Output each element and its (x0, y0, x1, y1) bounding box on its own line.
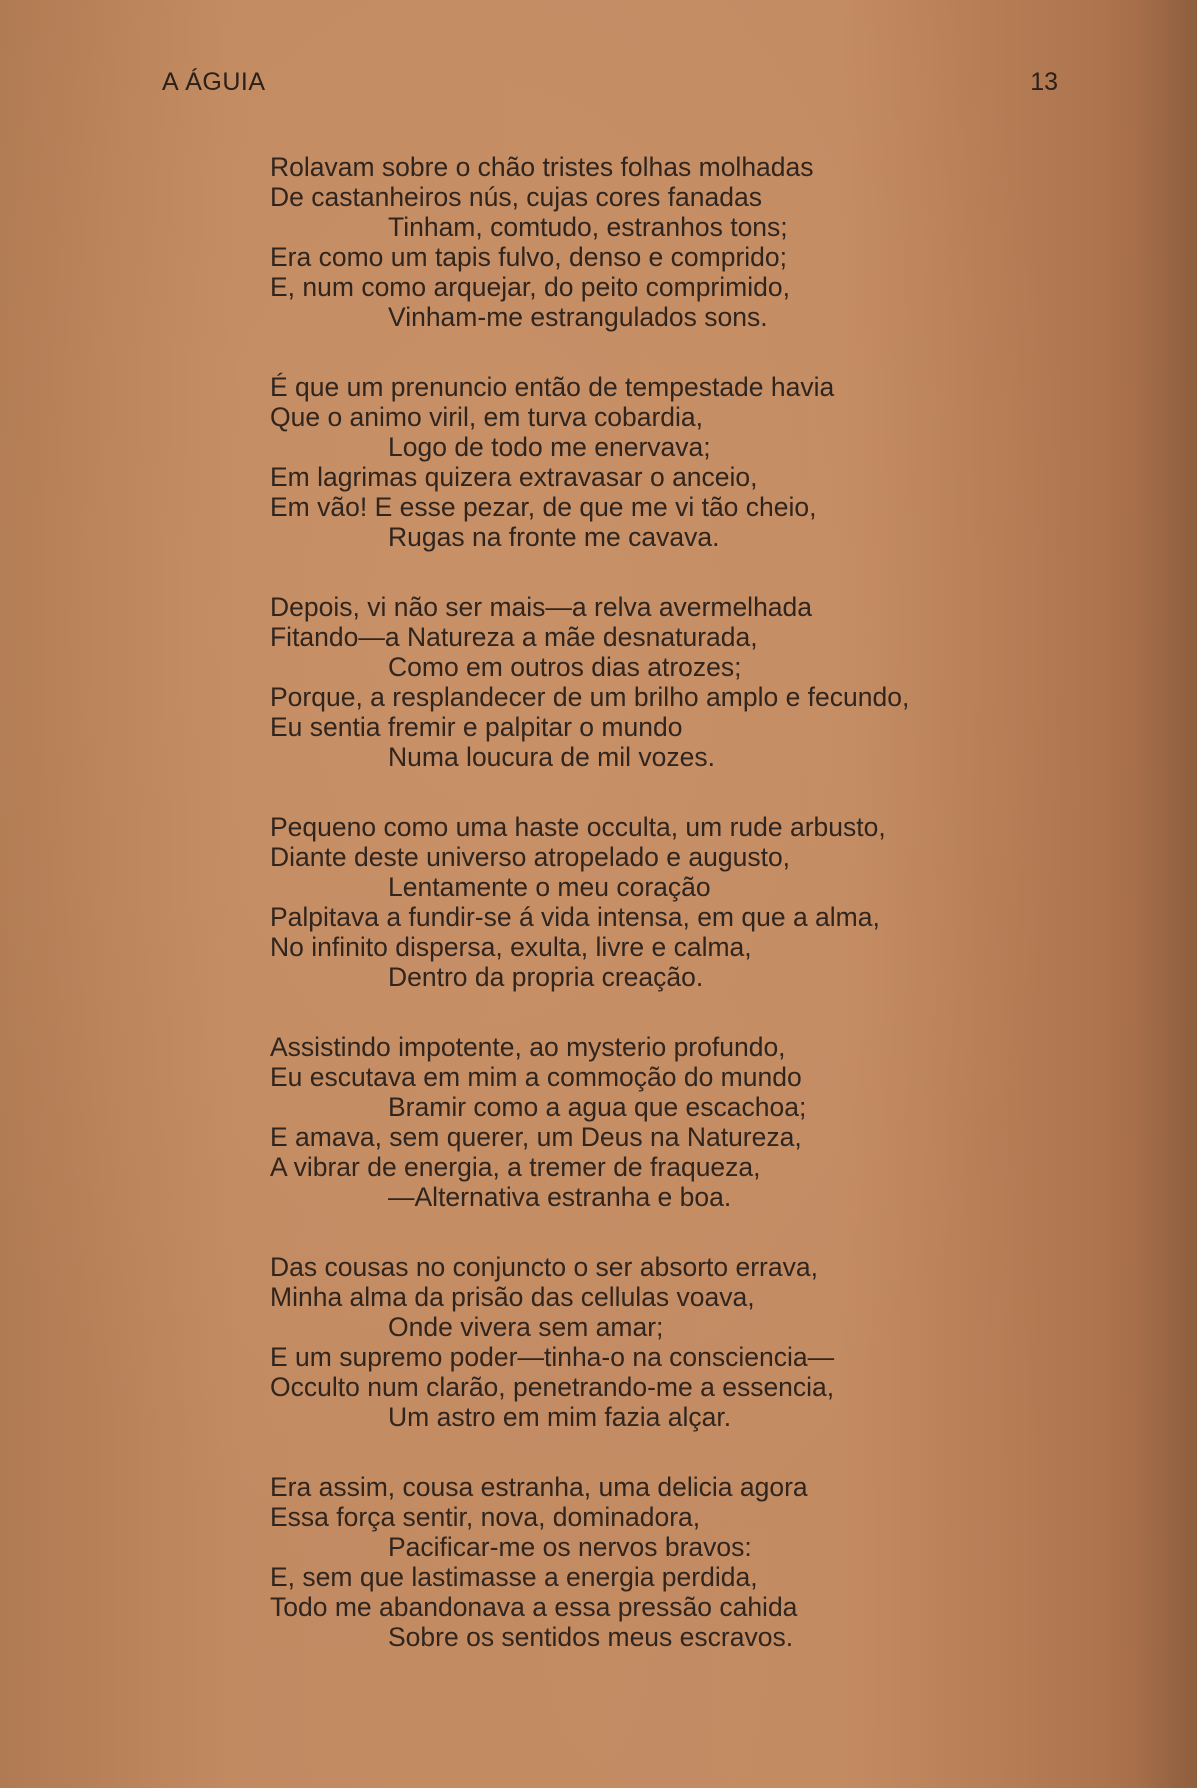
poem-body (270, 152, 1030, 1692)
stanza (270, 592, 1030, 772)
stanza (270, 372, 1030, 552)
poem-line: —Alternativa estranha e boa. (388, 1182, 732, 1212)
poem-line: Eu sentia fremir e palpitar o mundo (270, 712, 683, 742)
poem-line: Numa loucura de mil vozes. (388, 742, 715, 772)
stanza (270, 1472, 1030, 1652)
poem-line: Lentamente o meu coração (388, 872, 711, 902)
poem-line: Diante deste universo atropelado e augusto, (270, 842, 791, 872)
poem-line: E um supremo poder—tinha-o na consciencia— (270, 1342, 835, 1372)
poem-line: Todo me abandonava a essa pressão cahida (270, 1592, 798, 1622)
poem-line: Eu escutava em mim a commoção do mundo (270, 1062, 802, 1092)
poem-line: Essa força sentir, nova, dominadora, (270, 1502, 701, 1532)
poem-line: Occulto num clarão, penetrando-me a essencia, (270, 1372, 835, 1402)
poem-line: Em lagrimas quizera extravasar o anceio, (270, 462, 758, 492)
poem-line: Porque, a resplandecer de um brilho amplo e fecundo, (270, 682, 910, 712)
poem-line: Em vão! E esse pezar, de que me vi tão cheio, (270, 492, 817, 522)
poem-line: De castanheiros nús, cujas cores fanadas (270, 182, 762, 212)
poem-line: Tinham, comtudo, estranhos tons; (388, 212, 788, 242)
poem-line: Era como um tapis fulvo, denso e comprido; (270, 242, 787, 272)
poem-line: Como em outros dias atrozes; (388, 652, 742, 682)
running-title: A ÁGUIA (162, 68, 266, 96)
poem-line: A vibrar de energia, a tremer de fraqueza, (270, 1152, 761, 1182)
page-header (162, 68, 1058, 104)
poem-line: E, num como arquejar, do peito comprimido, (270, 272, 790, 302)
poem-line: Pequeno como uma haste occulta, um rude arbusto, (270, 812, 886, 842)
poem-line: E, sem que lastimasse a energia perdida, (270, 1562, 758, 1592)
poem-line: No infinito dispersa, exulta, livre e calma, (270, 932, 752, 962)
stanza (270, 152, 1030, 332)
stanza (270, 1032, 1030, 1212)
poem-line: Um astro em mim fazia alçar. (388, 1402, 732, 1432)
poem-line: Minha alma da prisão das cellulas voava, (270, 1282, 755, 1312)
poem-line: Assistindo impotente, ao mysterio profundo, (270, 1032, 786, 1062)
poem-line: Das cousas no conjuncto o ser absorto errava, (270, 1252, 818, 1282)
poem-line: Que o animo viril, em turva cobardia, (270, 402, 704, 432)
poem-line: Palpitava a fundir-se á vida intensa, em que a alma, (270, 902, 880, 932)
poem-line: É que um prenuncio então de tempestade havia (270, 372, 835, 402)
poem-line: Depois, vi não ser mais—a relva avermelhada (270, 592, 813, 622)
poem-line: Fitando—a Natureza a mãe desnaturada, (270, 622, 758, 652)
poem-line: Bramir como a agua que escachoa; (388, 1092, 807, 1122)
poem-line: E amava, sem querer, um Deus na Natureza, (270, 1122, 802, 1152)
poem-line: Logo de todo me enervava; (388, 432, 711, 462)
stanza (270, 812, 1030, 992)
stanza (270, 1252, 1030, 1432)
poem-line: Era assim, cousa estranha, uma delicia agora (270, 1472, 808, 1502)
page-number: 13 (1030, 68, 1058, 96)
poem-line: Rugas na fronte me cavava. (388, 522, 720, 552)
poem-line: Vinham-me estrangulados sons. (388, 302, 768, 332)
poem-line: Pacificar-me os nervos bravos: (388, 1532, 752, 1562)
poem-line: Rolavam sobre o chão tristes folhas molhadas (270, 152, 814, 182)
poem-line: Dentro da propria creação. (388, 962, 704, 992)
poem-line: Sobre os sentidos meus escravos. (388, 1622, 794, 1652)
poem-line: Onde vivera sem amar; (388, 1312, 664, 1342)
